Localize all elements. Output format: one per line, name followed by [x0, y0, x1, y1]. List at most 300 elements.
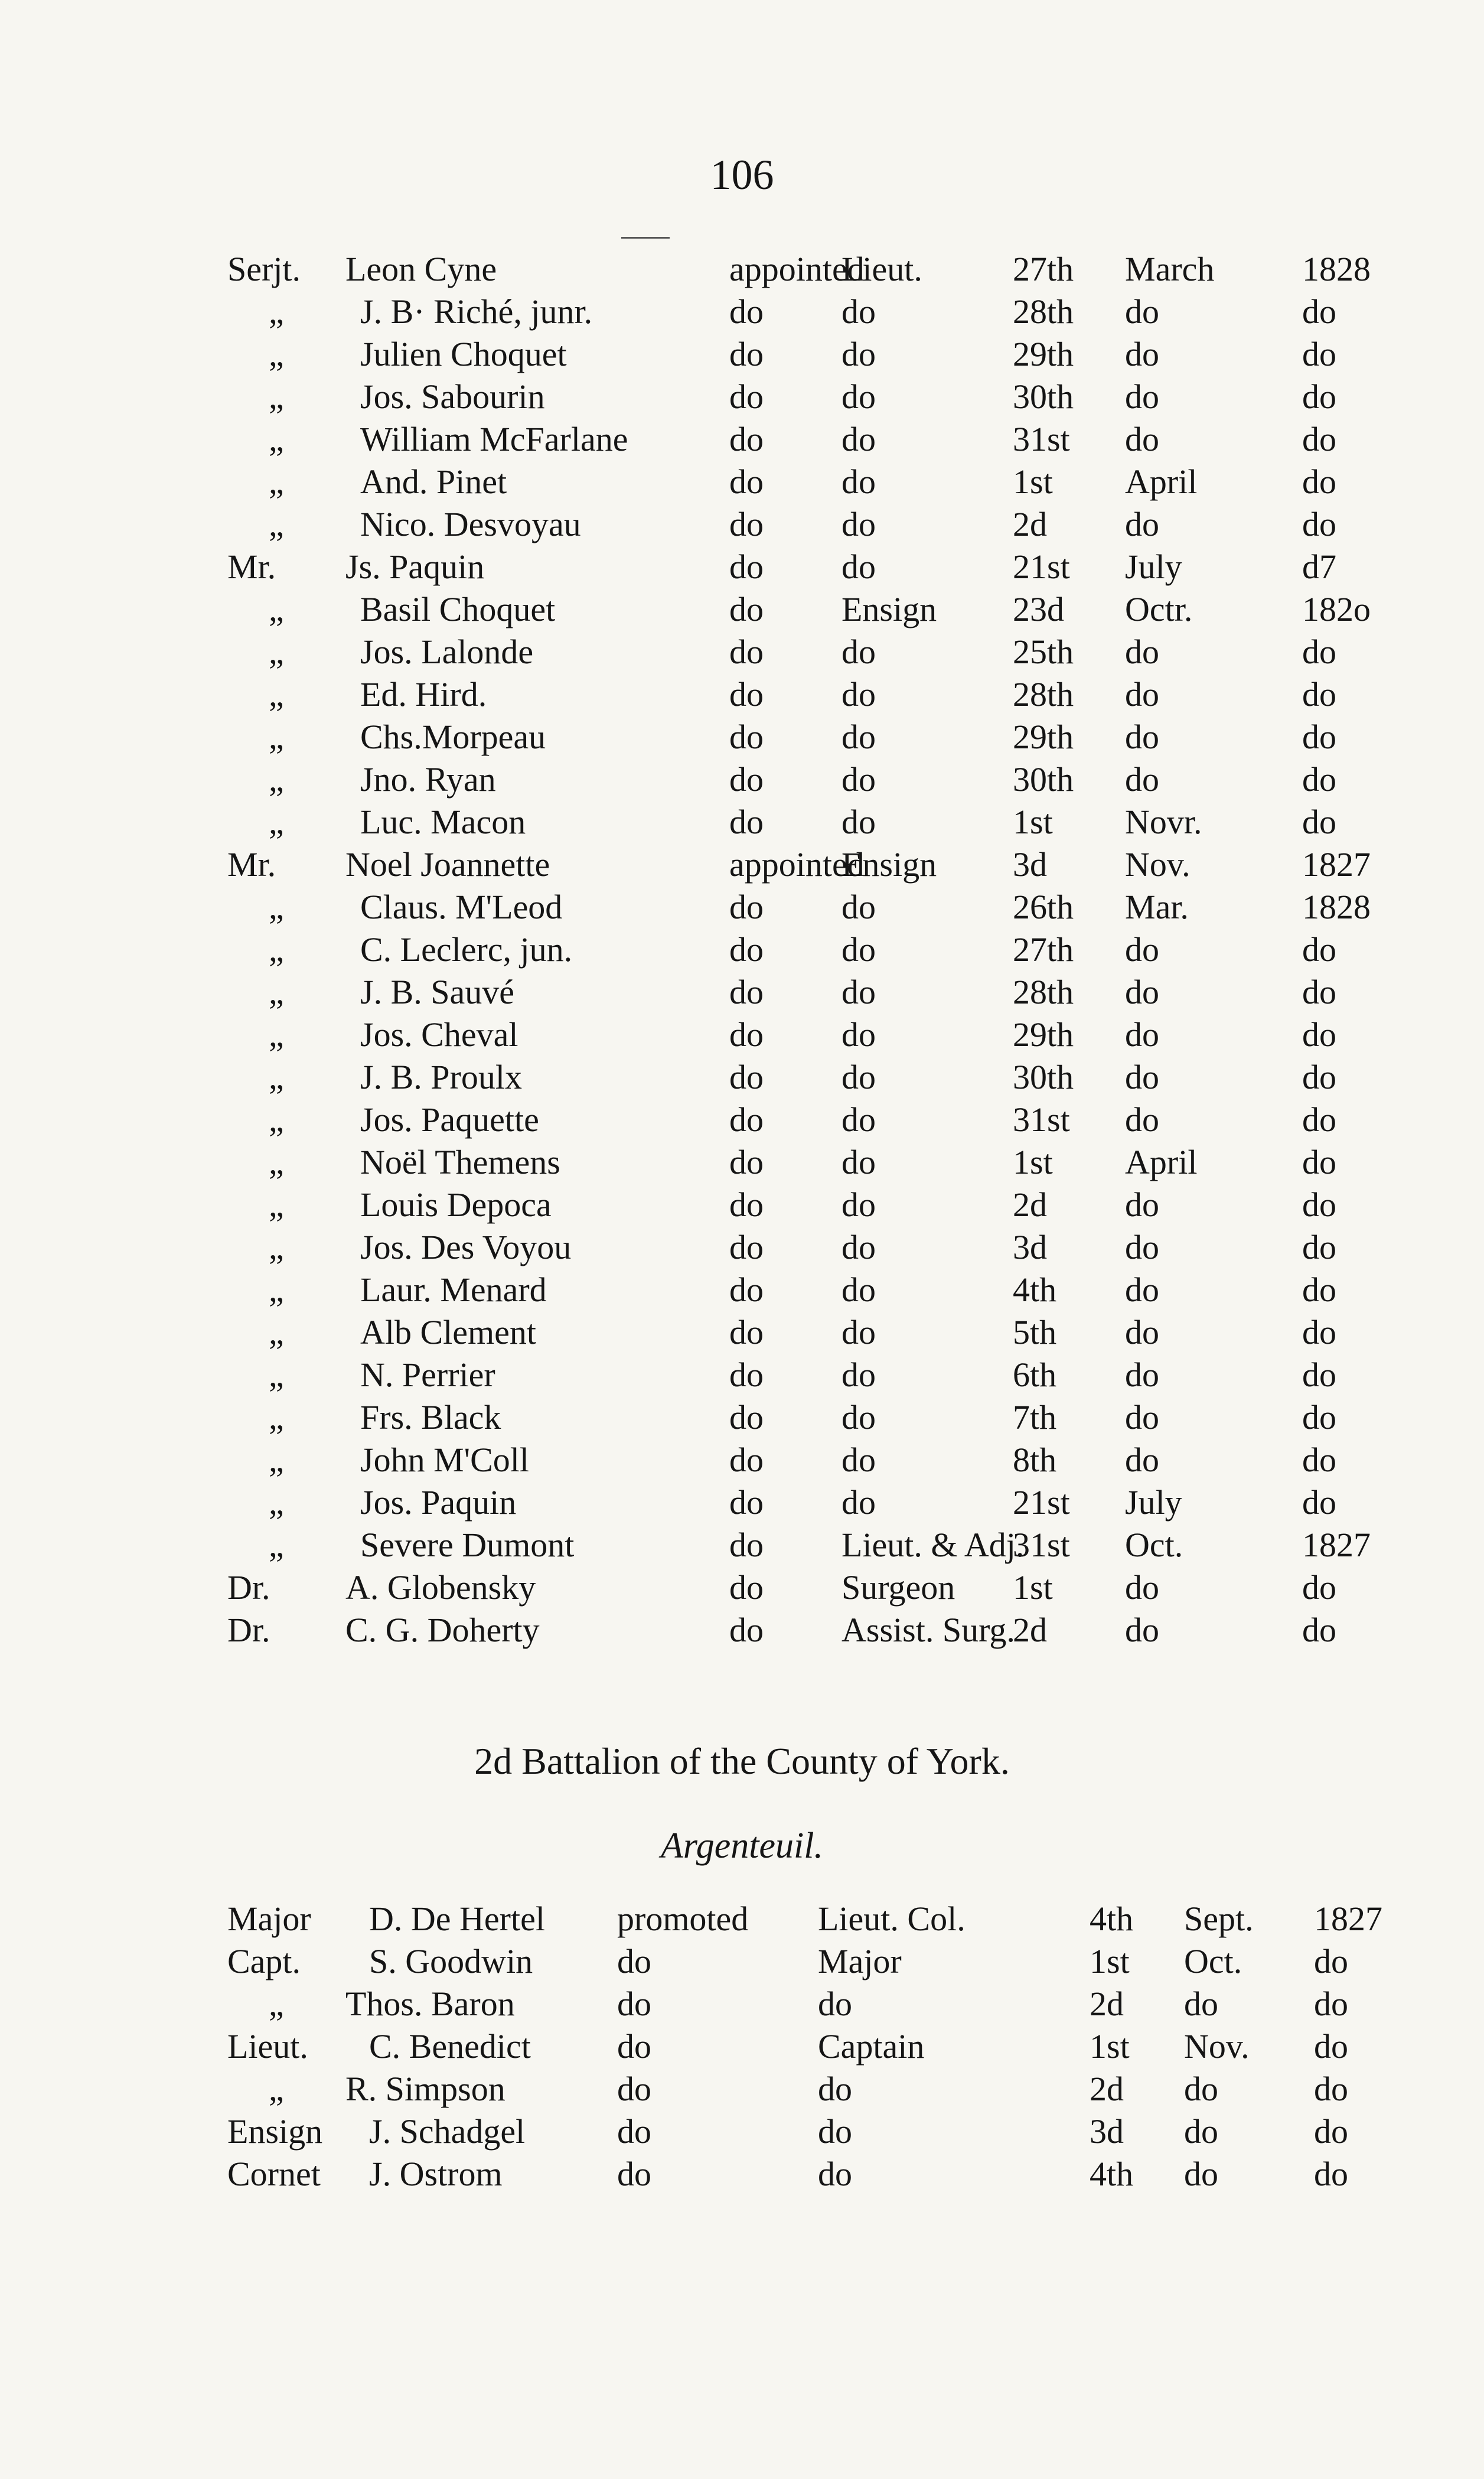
cell-prefix: „ [269, 1526, 284, 1564]
cell-year: do [1302, 1313, 1336, 1351]
cell-prefix: Cornet [227, 2155, 321, 2193]
cell-name: Noël Themens [360, 1143, 560, 1181]
cell-name: Basil Choquet [360, 590, 556, 628]
cell-rank: Captain [818, 2027, 925, 2066]
cell-month: do [1125, 292, 1159, 331]
cell-name: William McFarlane [360, 420, 628, 458]
cell-month: do [1125, 1058, 1159, 1096]
cell-name: C. G. Doherty [345, 1611, 540, 1649]
section-title: 2d Battalion of the County of York. [474, 1740, 1010, 1782]
cell-rank: do [842, 1228, 876, 1266]
cell-action: do [729, 1228, 764, 1266]
cell-month: do [1125, 1100, 1159, 1139]
cell-year: do [1302, 377, 1336, 416]
cell-name: Luc. Macon [360, 803, 526, 841]
cell-day: 4th [1090, 2155, 1134, 2193]
cell-action: do [729, 505, 764, 543]
cell-day: 23d [1013, 590, 1064, 628]
cell-rank: do [818, 2155, 852, 2193]
cell-year: do [1302, 973, 1336, 1011]
table-row [227, 1354, 1379, 1396]
cell-year: do [1302, 1015, 1336, 1054]
cell-action: do [729, 1356, 764, 1394]
cell-prefix: Lieut. [227, 2027, 308, 2066]
table-row [227, 1609, 1379, 1651]
cell-rank: do [842, 760, 876, 799]
cell-month: do [1125, 930, 1159, 969]
cell-year: 1827 [1302, 1526, 1371, 1564]
cell-day: 31st [1013, 1100, 1070, 1139]
cell-month: April [1125, 1143, 1198, 1181]
table-row [227, 1056, 1379, 1099]
cell-year: do [1302, 930, 1336, 969]
cell-month: do [1184, 2070, 1218, 2108]
cell-name: J. Ostrom [369, 2155, 503, 2193]
cell-day: 26th [1013, 888, 1074, 926]
table-row [227, 503, 1379, 546]
cell-name: Jos. Lalonde [360, 633, 534, 671]
cell-prefix: „ [269, 462, 284, 501]
cell-year: do [1302, 420, 1336, 458]
cell-rank: do [842, 377, 876, 416]
cell-name: Jos. Des Voyou [360, 1228, 572, 1266]
cell-day: 1st [1013, 1143, 1053, 1181]
table-row [227, 1014, 1379, 1056]
cell-year: do [1314, 2027, 1348, 2066]
cell-month: do [1125, 718, 1159, 756]
cell-rank: do [842, 1313, 876, 1351]
cell-name: R. Simpson [345, 2070, 505, 2108]
cell-prefix: Major [227, 1900, 311, 1938]
cell-action: do [729, 1271, 764, 1309]
cell-day: 6th [1013, 1356, 1057, 1394]
cell-year: do [1314, 2155, 1348, 2193]
cell-year: do [1302, 335, 1336, 373]
cell-name: Ed. Hird. [360, 675, 487, 714]
cell-action: do [729, 1526, 764, 1564]
cell-day: 29th [1013, 1015, 1074, 1054]
table-row [227, 1226, 1379, 1269]
cell-day: 28th [1013, 292, 1074, 331]
cell-action: do [617, 2112, 651, 2151]
cell-action: do [729, 548, 764, 586]
cell-day: 25th [1013, 633, 1074, 671]
cell-action: do [729, 1483, 764, 1522]
cell-day: 29th [1013, 718, 1074, 756]
table-row [227, 2110, 1379, 2153]
cell-action: do [729, 1568, 764, 1607]
cell-rank: Surgeon [842, 1568, 955, 1607]
cell-name: D. De Hertel [369, 1900, 545, 1938]
table-row [227, 971, 1379, 1014]
cell-prefix: „ [269, 1228, 284, 1266]
cell-day: 2d [1090, 2070, 1124, 2108]
cell-prefix: „ [269, 1483, 284, 1522]
cell-rank: do [842, 505, 876, 543]
cell-name: Jos. Sabourin [360, 377, 545, 416]
cell-prefix: „ [269, 1185, 284, 1224]
cell-action: do [729, 1058, 764, 1096]
cell-name: A. Globensky [345, 1568, 536, 1607]
cell-month: do [1125, 1568, 1159, 1607]
cell-month: Novr. [1125, 803, 1202, 841]
cell-name: Leon Cyne [345, 250, 497, 288]
cell-prefix: „ [269, 505, 284, 543]
cell-prefix: Mr. [227, 548, 276, 586]
cell-rank: do [842, 1356, 876, 1394]
table-row [227, 588, 1379, 631]
cell-year: 1827 [1314, 1900, 1382, 1938]
table-row [227, 291, 1379, 333]
cell-rank: do [842, 1100, 876, 1139]
cell-prefix: „ [269, 292, 284, 331]
cell-year: do [1302, 1058, 1336, 1096]
cell-month: do [1125, 973, 1159, 1011]
cell-action: do [729, 1441, 764, 1479]
table-row [227, 1141, 1379, 1184]
cell-day: 27th [1013, 250, 1074, 288]
cell-prefix: „ [269, 1356, 284, 1394]
cell-year: do [1302, 505, 1336, 543]
cell-rank: do [842, 462, 876, 501]
cell-day: 2d [1090, 1985, 1124, 2023]
cell-action: do [729, 1100, 764, 1139]
cell-name: Thos. Baron [345, 1985, 515, 2023]
cell-name: Claus. M'Leod [360, 888, 563, 926]
cell-name: John M'Coll [360, 1441, 530, 1479]
cell-action: do [729, 1398, 764, 1436]
cell-year: 1827 [1302, 845, 1371, 884]
table-row [227, 1439, 1379, 1481]
cell-action: do [729, 1185, 764, 1224]
cell-month: do [1125, 1441, 1159, 1479]
table-row [227, 716, 1379, 758]
table-row [227, 2068, 1379, 2110]
cell-action: do [729, 462, 764, 501]
cell-month: do [1125, 420, 1159, 458]
cell-name: J. B. Sauvé [360, 973, 514, 1011]
cell-name: Jos. Paquin [360, 1483, 517, 1522]
cell-day: 28th [1013, 973, 1074, 1011]
cell-action: do [729, 803, 764, 841]
cell-year: do [1302, 633, 1336, 671]
cell-name: Jos. Paquette [360, 1100, 539, 1139]
cell-prefix: „ [269, 2070, 284, 2108]
cell-prefix: „ [269, 930, 284, 969]
cell-day: 1st [1090, 2027, 1130, 2066]
cell-action: appointed [729, 250, 865, 288]
cell-name: J. B. Proulx [360, 1058, 522, 1096]
cell-name: Frs. Black [360, 1398, 501, 1436]
table-row [227, 376, 1379, 418]
cell-day: 2d [1013, 1185, 1047, 1224]
cell-action: do [617, 1985, 651, 2023]
cell-rank: do [842, 633, 876, 671]
cell-prefix: „ [269, 1058, 284, 1096]
table-row [227, 333, 1379, 376]
cell-name: Laur. Menard [360, 1271, 547, 1309]
cell-year: do [1302, 462, 1336, 501]
table-row [227, 1184, 1379, 1226]
table-row [227, 1566, 1379, 1609]
cell-month: do [1125, 1228, 1159, 1266]
cell-rank: Lieut. [842, 250, 922, 288]
cell-rank: Lieut. & Adj. [842, 1526, 1025, 1564]
cell-prefix: „ [269, 420, 284, 458]
cell-year: do [1302, 1271, 1336, 1309]
cell-day: 1st [1013, 1568, 1053, 1607]
cell-day: 21st [1013, 1483, 1070, 1522]
table-row [227, 418, 1379, 461]
table-row [227, 2153, 1379, 2195]
cell-action: do [729, 675, 764, 714]
cell-rank: do [842, 292, 876, 331]
cell-action: do [617, 2070, 651, 2108]
cell-year: 1828 [1302, 888, 1371, 926]
table-row [227, 1396, 1379, 1439]
argenteuil-table [227, 1898, 1382, 2195]
cell-year: do [1314, 2112, 1348, 2151]
cell-rank: do [842, 335, 876, 373]
cell-name: Jos. Cheval [360, 1015, 518, 1054]
cell-rank: Ensign [842, 845, 937, 884]
cell-day: 7th [1013, 1398, 1057, 1436]
cell-month: do [1184, 2112, 1218, 2151]
cell-name: Jno. Ryan [360, 760, 496, 799]
cell-day: 31st [1013, 1526, 1070, 1564]
cell-year: d7 [1302, 548, 1336, 586]
cell-year: do [1302, 1143, 1336, 1181]
table-row [227, 248, 1379, 291]
cell-month: Oct. [1184, 1942, 1242, 1980]
cell-rank: Ensign [842, 590, 937, 628]
cell-month: Sept. [1184, 1900, 1254, 1938]
cell-year: do [1302, 1441, 1336, 1479]
cell-name: N. Perrier [360, 1356, 495, 1394]
cell-prefix: „ [269, 590, 284, 628]
cell-name: J. Schadgel [369, 2112, 526, 2151]
table-row [227, 801, 1379, 843]
cell-name: And. Pinet [360, 462, 507, 501]
cell-action: do [729, 292, 764, 331]
cell-action: do [729, 633, 764, 671]
cell-rank: do [842, 1398, 876, 1436]
table-row [227, 673, 1379, 716]
cell-prefix: Mr. [227, 845, 276, 884]
cell-month: July [1125, 1483, 1182, 1522]
cell-day: 1st [1090, 1942, 1130, 1980]
cell-name: Js. Paquin [345, 548, 485, 586]
cell-name: J. B· Riché, junr. [360, 292, 593, 331]
cell-month: Oct. [1125, 1526, 1183, 1564]
cell-action: do [729, 718, 764, 756]
cell-name: C. Benedict [369, 2027, 531, 2066]
table-row [227, 1311, 1379, 1354]
cell-rank: do [842, 420, 876, 458]
cell-day: 29th [1013, 335, 1074, 373]
cell-month: Octr. [1125, 590, 1193, 628]
cell-action: do [729, 1313, 764, 1351]
table-row [227, 1481, 1379, 1524]
table-row [227, 843, 1379, 886]
cell-rank: do [818, 2112, 852, 2151]
cell-year: do [1302, 1611, 1336, 1649]
cell-rank: do [842, 888, 876, 926]
cell-action: do [729, 930, 764, 969]
cell-prefix: „ [269, 1985, 284, 2023]
cell-year: do [1302, 803, 1336, 841]
cell-prefix: Dr. [227, 1568, 270, 1607]
cell-action: do [729, 377, 764, 416]
cell-name: Chs.Morpeau [360, 718, 546, 756]
cell-prefix: „ [269, 888, 284, 926]
section-subtitle: Argenteuil. [661, 1826, 823, 1866]
cell-month: do [1125, 1313, 1159, 1351]
cell-rank: do [842, 1441, 876, 1479]
cell-month: do [1125, 633, 1159, 671]
cell-month: do [1125, 760, 1159, 799]
cell-year: do [1302, 1568, 1336, 1607]
cell-action: do [729, 590, 764, 628]
cell-month: do [1125, 1015, 1159, 1054]
cell-month: Nov. [1184, 2027, 1250, 2066]
cell-month: do [1125, 1356, 1159, 1394]
cell-day: 4th [1090, 1900, 1134, 1938]
cell-name: Nico. Desvoyau [360, 505, 581, 543]
cell-rank: do [842, 1271, 876, 1309]
cell-action: do [729, 335, 764, 373]
table-row [227, 546, 1379, 588]
cell-rank: do [842, 803, 876, 841]
cell-month: do [1125, 1271, 1159, 1309]
cell-day: 2d [1013, 1611, 1047, 1649]
cell-prefix: „ [269, 1015, 284, 1054]
cell-day: 2d [1013, 505, 1047, 543]
cell-year: do [1302, 1356, 1336, 1394]
cell-year: do [1302, 760, 1336, 799]
cell-prefix: „ [269, 1398, 284, 1436]
table-row [227, 1269, 1379, 1311]
cell-prefix: Capt. [227, 1942, 301, 1980]
cell-month: do [1125, 505, 1159, 543]
cell-name: Noel Joannette [345, 845, 550, 884]
cell-prefix: „ [269, 1441, 284, 1479]
cell-rank: do [842, 675, 876, 714]
cell-day: 30th [1013, 1058, 1074, 1096]
cell-prefix: Serjt. [227, 250, 301, 288]
cell-month: Nov. [1125, 845, 1191, 884]
cell-prefix: „ [269, 973, 284, 1011]
cell-prefix: „ [269, 760, 284, 799]
cell-action: do [729, 420, 764, 458]
table-row [227, 1940, 1379, 1983]
cell-action: do [617, 2027, 651, 2066]
cell-name: Severe Dumont [360, 1526, 575, 1564]
cell-month: do [1125, 675, 1159, 714]
table-row [227, 1524, 1379, 1566]
cell-day: 31st [1013, 420, 1070, 458]
cell-month: do [1184, 1985, 1218, 2023]
cell-action: promoted [617, 1900, 749, 1938]
cell-rank: Major [818, 1942, 902, 1980]
cell-year: do [1314, 2070, 1348, 2108]
table-row [227, 461, 1379, 503]
cell-prefix: „ [269, 1313, 284, 1351]
cell-name: Louis Depoca [360, 1185, 552, 1224]
cell-action: do [617, 2155, 651, 2193]
cell-day: 21st [1013, 548, 1070, 586]
cell-month: do [1125, 377, 1159, 416]
cell-prefix: „ [269, 803, 284, 841]
cell-month: do [1125, 1185, 1159, 1224]
cell-rank: Lieut. Col. [818, 1900, 966, 1938]
cell-day: 1st [1013, 462, 1053, 501]
cell-day: 30th [1013, 377, 1074, 416]
cell-prefix: „ [269, 1100, 284, 1139]
cell-year: do [1314, 1985, 1348, 2023]
cell-rank: do [842, 718, 876, 756]
cell-rank: do [842, 930, 876, 969]
cell-prefix: „ [269, 675, 284, 714]
cell-year: do [1302, 1398, 1336, 1436]
table-row [227, 886, 1379, 929]
table-row [227, 2025, 1379, 2068]
cell-rank: do [842, 1483, 876, 1522]
cell-rank: do [818, 2070, 852, 2108]
cell-month: do [1125, 1398, 1159, 1436]
cell-name: Julien Choquet [360, 335, 567, 373]
cell-rank: do [842, 973, 876, 1011]
cell-month: July [1125, 548, 1182, 586]
table-row [227, 929, 1379, 971]
cell-action: do [729, 760, 764, 799]
cell-day: 3d [1013, 1228, 1047, 1266]
cell-year: do [1302, 1185, 1336, 1224]
cell-action: do [729, 1015, 764, 1054]
cell-year: do [1302, 1228, 1336, 1266]
cell-rank: do [842, 1058, 876, 1096]
cell-day: 27th [1013, 930, 1074, 969]
table-row [227, 1898, 1382, 1940]
cell-action: do [729, 1143, 764, 1181]
page-number: 106 [710, 151, 774, 198]
cell-name: C. Leclerc, jun. [360, 930, 573, 969]
table-row [227, 1099, 1379, 1141]
cell-year: do [1314, 1942, 1348, 1980]
cell-day: 3d [1090, 2112, 1124, 2151]
cell-prefix: „ [269, 1143, 284, 1181]
cell-year: 182o [1302, 590, 1371, 628]
cell-prefix: Ensign [227, 2112, 323, 2151]
cell-year: do [1302, 1100, 1336, 1139]
cell-prefix: Dr. [227, 1611, 270, 1649]
cell-month: do [1125, 335, 1159, 373]
cell-day: 5th [1013, 1313, 1057, 1351]
cell-rank: Assist. Surg. [842, 1611, 1015, 1649]
cell-day: 1st [1013, 803, 1053, 841]
cell-day: 30th [1013, 760, 1074, 799]
cell-rank: do [842, 1143, 876, 1181]
cell-rank: do [842, 1015, 876, 1054]
cell-rank: do [842, 548, 876, 586]
cell-month: do [1125, 1611, 1159, 1649]
cell-day: 8th [1013, 1441, 1057, 1479]
cell-action: do [729, 888, 764, 926]
table-row [227, 758, 1379, 801]
cell-year: do [1302, 1483, 1336, 1522]
cell-month: April [1125, 462, 1198, 501]
cell-year: 1828 [1302, 250, 1371, 288]
